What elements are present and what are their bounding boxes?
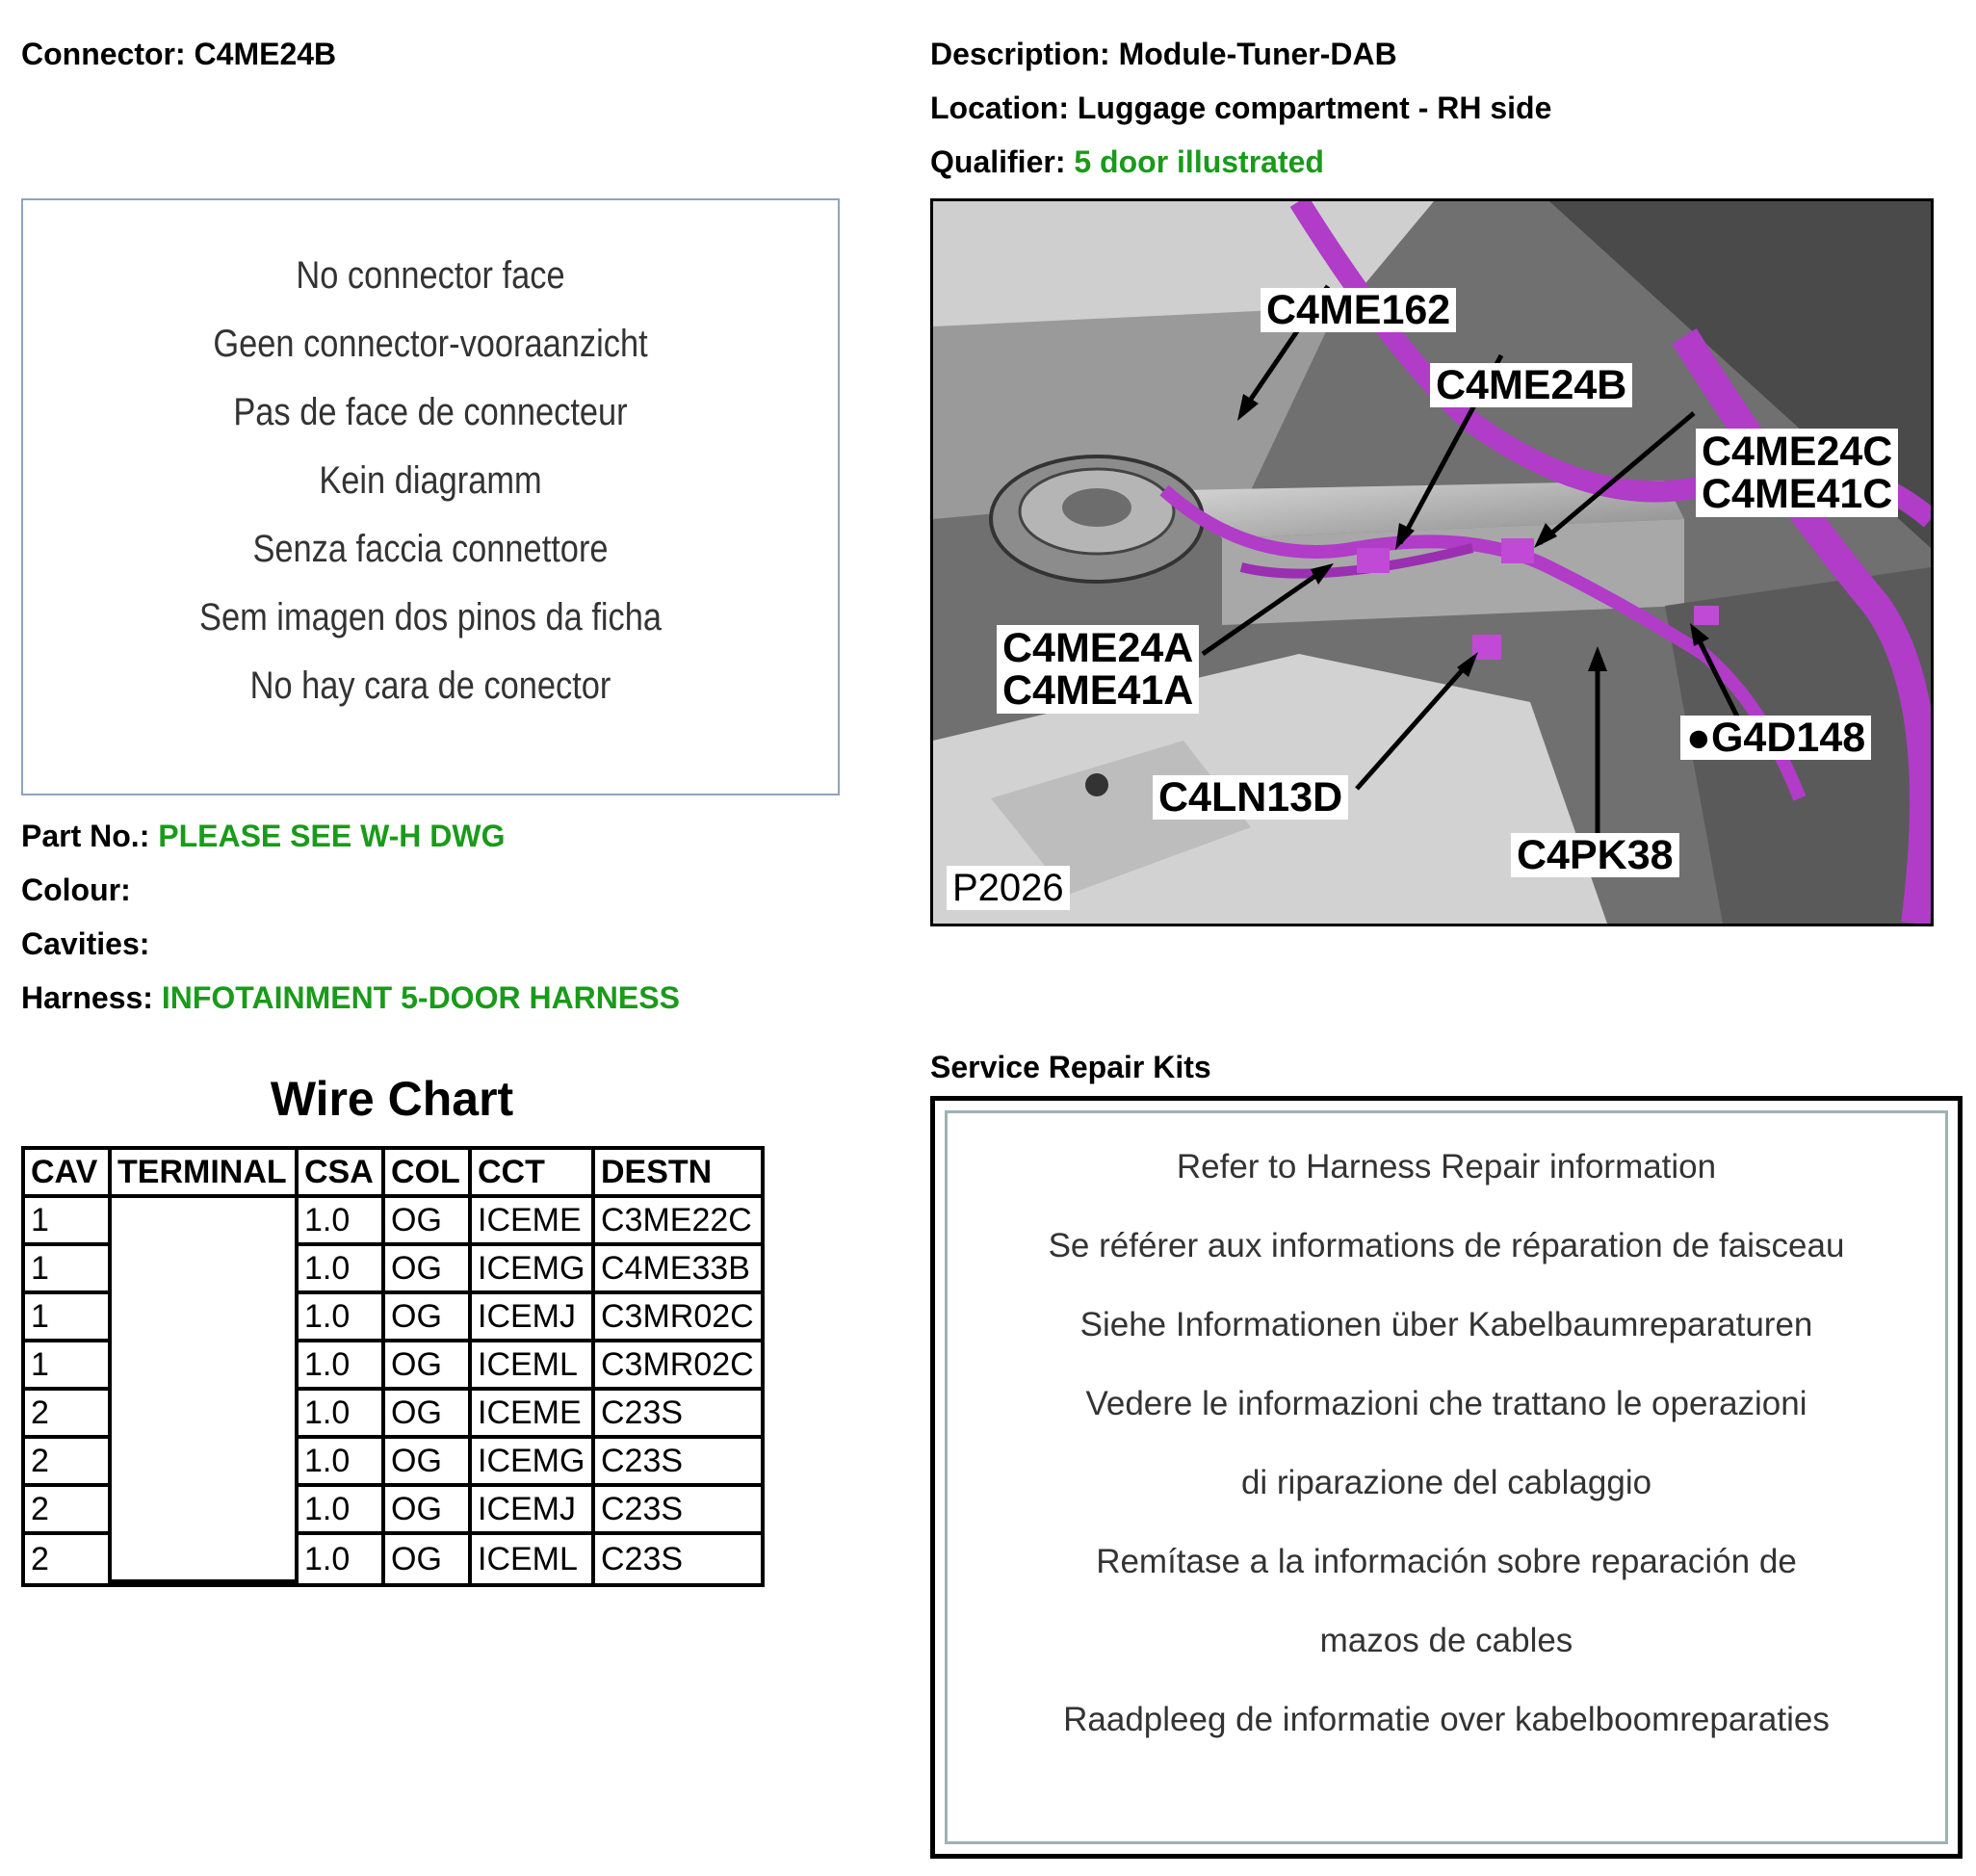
kit-line: Se référer aux informations de réparation de faisceau bbox=[1048, 1227, 1845, 1264]
cell-cav: 2 bbox=[25, 1439, 112, 1487]
cell-terminal bbox=[112, 1198, 299, 1583]
cell-destn: C3MR02C bbox=[595, 1342, 761, 1391]
kit-line: di riparazione del cablaggio bbox=[1240, 1464, 1652, 1501]
header-terminal: TERMINAL bbox=[112, 1150, 299, 1198]
label-c4me41a: C4ME41A bbox=[1002, 667, 1194, 714]
connector-label: Connector: bbox=[21, 37, 186, 71]
table-header-row bbox=[25, 1150, 761, 1198]
service-kits-inner bbox=[945, 1110, 1948, 1844]
label-c4me41c: C4ME41C bbox=[1702, 471, 1893, 517]
no-connector-face-box bbox=[21, 198, 840, 795]
header-cav: CAV bbox=[25, 1150, 112, 1198]
colour-label: Colour: bbox=[21, 873, 131, 907]
cell-col: OG bbox=[385, 1198, 472, 1246]
cell-col: OG bbox=[385, 1535, 472, 1583]
cell-cct: ICEMJ bbox=[472, 1294, 595, 1342]
connector-value: C4ME24B bbox=[194, 37, 337, 71]
cell-col: OG bbox=[385, 1246, 472, 1294]
service-kits-box bbox=[930, 1096, 1963, 1859]
part-number-label: Part No.: bbox=[21, 819, 150, 853]
no-face-line: No connector face bbox=[296, 254, 565, 297]
cell-cav: 1 bbox=[25, 1198, 112, 1246]
cell-col: OG bbox=[385, 1391, 472, 1439]
label-c4me24c: C4ME24C bbox=[1702, 429, 1893, 475]
label-c4me24a-c4me41a bbox=[997, 625, 1199, 714]
cell-destn: C23S bbox=[595, 1487, 761, 1535]
cell-csa: 1.0 bbox=[299, 1198, 385, 1246]
no-face-line: Geen connector-vooraanzicht bbox=[213, 323, 648, 365]
cell-destn: C3MR02C bbox=[595, 1294, 761, 1342]
ground-point-icon: ● bbox=[1686, 715, 1711, 761]
cell-cav: 1 bbox=[25, 1342, 112, 1391]
cell-cav: 2 bbox=[25, 1535, 112, 1583]
no-face-line: No hay cara de conector bbox=[249, 664, 611, 707]
label-c4pk38: C4PK38 bbox=[1511, 833, 1679, 877]
kit-line: Remítase a la información sobre reparación de bbox=[1096, 1543, 1797, 1580]
label-c4me24b: C4ME24B bbox=[1430, 363, 1632, 407]
harness-label: Harness: bbox=[21, 980, 153, 1015]
location-value: Luggage compartment - RH side bbox=[1077, 91, 1552, 125]
cell-cct: ICEMG bbox=[472, 1439, 595, 1487]
cell-csa: 1.0 bbox=[299, 1391, 385, 1439]
location-label: Location: bbox=[930, 91, 1069, 125]
cell-csa: 1.0 bbox=[299, 1294, 385, 1342]
cell-cav: 1 bbox=[25, 1246, 112, 1294]
qualifier-label: Qualifier: bbox=[930, 144, 1066, 179]
description-label: Description: bbox=[930, 37, 1110, 71]
no-face-line: Senza faccia connettore bbox=[252, 528, 609, 570]
location-photo bbox=[930, 198, 1934, 926]
qualifier-value: 5 door illustrated bbox=[1074, 144, 1324, 179]
label-g4d148 bbox=[1680, 716, 1871, 760]
cell-col: OG bbox=[385, 1294, 472, 1342]
kit-line: Vedere le informazioni che trattano le operazioni bbox=[1085, 1385, 1807, 1422]
no-face-line: Kein diagramm bbox=[319, 459, 542, 502]
cell-csa: 1.0 bbox=[299, 1487, 385, 1535]
kit-line: Refer to Harness Repair information bbox=[1176, 1148, 1717, 1186]
harness-value: INFOTAINMENT 5-DOOR HARNESS bbox=[161, 980, 680, 1015]
label-photo-ref: P2026 bbox=[947, 866, 1070, 910]
cell-destn: C23S bbox=[595, 1391, 761, 1439]
cell-col: OG bbox=[385, 1439, 472, 1487]
cavities-field bbox=[21, 926, 149, 962]
connector-field bbox=[21, 37, 336, 72]
cell-cct: ICEMJ bbox=[472, 1487, 595, 1535]
kit-line: Raadpleeg de informatie over kabelboomreparaties bbox=[1063, 1701, 1830, 1738]
label-c4me24a: C4ME24A bbox=[1002, 625, 1194, 671]
cell-destn: C3ME22C bbox=[595, 1198, 761, 1246]
cell-destn: C23S bbox=[595, 1535, 761, 1583]
description-field bbox=[930, 37, 1397, 72]
cell-col: OG bbox=[385, 1342, 472, 1391]
label-g4d148-text: G4D148 bbox=[1710, 715, 1866, 761]
cell-cct: ICEML bbox=[472, 1342, 595, 1391]
cell-destn: C4ME33B bbox=[595, 1246, 761, 1294]
cell-csa: 1.0 bbox=[299, 1535, 385, 1583]
no-face-line: Pas de face de connecteur bbox=[233, 391, 628, 433]
cell-cct: ICEME bbox=[472, 1198, 595, 1246]
label-c4me162: C4ME162 bbox=[1261, 288, 1456, 332]
kit-line: mazos de cables bbox=[1319, 1622, 1573, 1659]
cell-csa: 1.0 bbox=[299, 1342, 385, 1391]
header-col: COL bbox=[385, 1150, 472, 1198]
wire-chart-title: Wire Chart bbox=[270, 1072, 514, 1126]
harness-field bbox=[21, 980, 680, 1016]
cell-cct: ICEME bbox=[472, 1391, 595, 1439]
label-c4ln13d: C4LN13D bbox=[1153, 775, 1348, 820]
cell-cav: 1 bbox=[25, 1294, 112, 1342]
cell-cct: ICEML bbox=[472, 1535, 595, 1583]
kit-line: Siehe Informationen über Kabelbaumreparaturen bbox=[1079, 1306, 1813, 1343]
colour-field bbox=[21, 873, 131, 908]
cell-cct: ICEMG bbox=[472, 1246, 595, 1294]
description-value: Module-Tuner-DAB bbox=[1118, 37, 1397, 71]
qualifier-field bbox=[930, 144, 1324, 180]
location-field bbox=[930, 91, 1551, 126]
table-row bbox=[25, 1198, 761, 1246]
wire-chart-table bbox=[21, 1146, 765, 1587]
no-face-line: Sem imagen dos pinos da ficha bbox=[199, 596, 662, 638]
cell-csa: 1.0 bbox=[299, 1439, 385, 1487]
cell-cav: 2 bbox=[25, 1391, 112, 1439]
label-c4me24c-c4me41c bbox=[1696, 429, 1898, 517]
service-kits-title: Service Repair Kits bbox=[930, 1050, 1211, 1084]
cell-col: OG bbox=[385, 1487, 472, 1535]
cell-csa: 1.0 bbox=[299, 1246, 385, 1294]
cavities-label: Cavities: bbox=[21, 926, 150, 961]
header-cct: CCT bbox=[472, 1150, 595, 1198]
header-csa: CSA bbox=[299, 1150, 385, 1198]
header-destn: DESTN bbox=[595, 1150, 761, 1198]
part-number-value: PLEASE SEE W-H DWG bbox=[158, 819, 506, 853]
cell-cav: 2 bbox=[25, 1487, 112, 1535]
part-number-field bbox=[21, 819, 506, 854]
cell-destn: C23S bbox=[595, 1439, 761, 1487]
